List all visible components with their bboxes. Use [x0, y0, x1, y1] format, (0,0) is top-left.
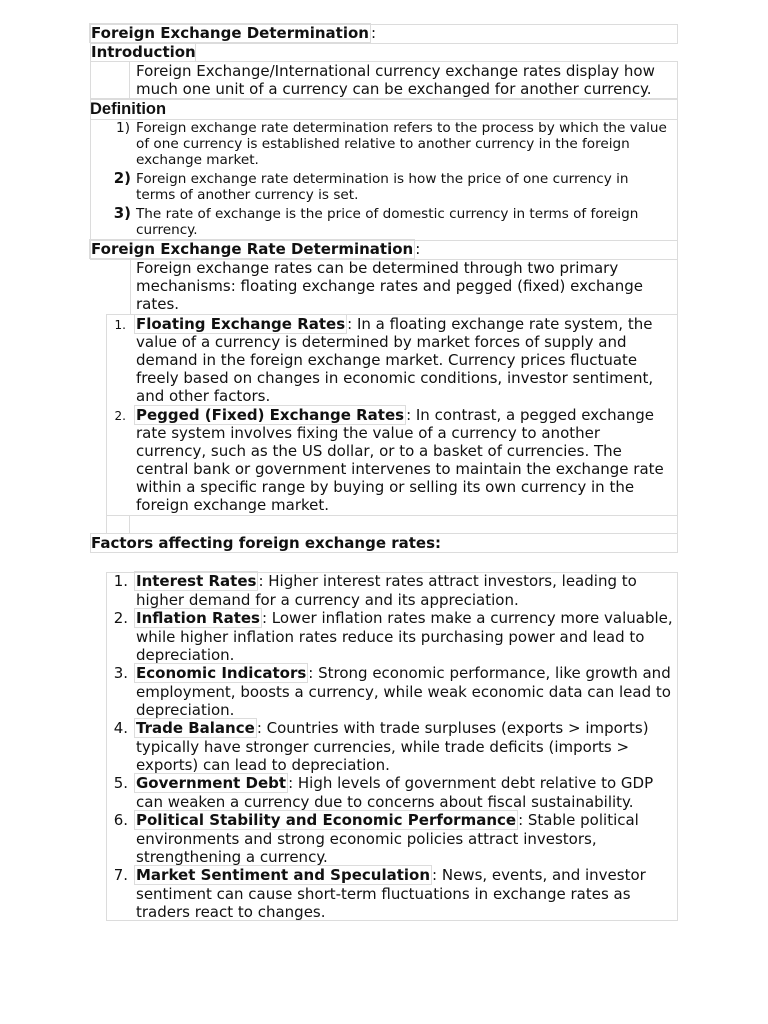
definition-marker-1: 1) [116, 120, 130, 136]
factor-2-first: : Lower inflation rates make a currency more valuable, [261, 609, 673, 627]
factor-marker-4: 4. [113, 719, 128, 737]
definition-item-2-line-2: terms of another currency is set. [136, 187, 359, 203]
rate-intro-line-3: rates. [136, 295, 180, 313]
rate-type-marker-2: 2. [114, 409, 126, 423]
rate-type-1-line-2: value of a currency is determined by market forces of supply and [136, 333, 627, 351]
rate-determination-heading-suffix: : [415, 240, 421, 258]
spacer-row-frame [106, 515, 678, 534]
rate-type-1-line-4: freely based on changes in economic conditions, investor sentiment, [136, 369, 654, 387]
factor-4-first: : Countries with trade surpluses (exports > imports) [256, 719, 649, 737]
factor-3-first: : Strong economic performance, like growth and [308, 664, 671, 682]
factor-5-first: : High levels of government debt relative to GDP [288, 774, 654, 792]
factor-1-line-2: higher demand for a currency and its appreciation. [136, 591, 519, 609]
definition-heading-frame [90, 99, 678, 120]
definition-item-1-line-1: Foreign exchange rate determination refers to the process by which the value [136, 120, 667, 136]
factor-1-first-line [136, 572, 637, 590]
factor-4-first-line [136, 719, 649, 737]
factor-3-line-2: employment, boosts a currency, while weak economic data can lead to [136, 683, 671, 701]
factor-2-term: Inflation Rates [136, 609, 260, 627]
rate-type-2-line-2: rate system involves fixing the value of a currency to another [136, 424, 601, 442]
rate-determination-heading [91, 240, 420, 258]
factor-marker-5: 5. [113, 774, 128, 792]
rate-intro-line-1: Foreign exchange rates can be determined through two primary [136, 259, 619, 277]
page-title [91, 24, 376, 42]
introduction-indent-frame [90, 61, 130, 99]
factor-1-first: : Higher interest rates attract investors, leading to [258, 572, 637, 590]
introduction-line-2: much one unit of a currency can be exchanged for another currency. [136, 80, 652, 98]
factor-marker-3: 3. [113, 664, 128, 682]
introduction-line-1: Foreign Exchange/International currency exchange rates display how [136, 62, 655, 80]
definition-marker-3: 3) [113, 204, 131, 222]
factor-2-line-2: while higher inflation rates reduce its purchasing power and lead to [136, 628, 645, 646]
rate-type-2-first: : In contrast, a pegged exchange [406, 406, 655, 424]
rate-type-1-line-3: demand in the foreign exchange market. Currency prices fluctuate [136, 351, 638, 369]
factor-6-line-3: strengthening a currency. [136, 848, 328, 866]
factor-7-term: Market Sentiment and Speculation [136, 866, 431, 884]
factor-5-first-line [136, 774, 653, 792]
factor-4-line-3: exports) can lead to depreciation. [136, 756, 390, 774]
rate-type-2-line-4: central bank or government intervenes to maintain the exchange rate [136, 460, 664, 478]
factor-7-line-3: traders react to changes. [136, 903, 326, 921]
rate-type-2-first-line [136, 406, 654, 424]
factor-2-first-line [136, 609, 673, 627]
factor-2-line-3: depreciation. [136, 646, 235, 664]
rate-type-1-line-5: and other factors. [136, 387, 271, 405]
factor-1-term: Interest Rates [136, 572, 257, 590]
factor-6-line-2: environments and strong economic policies attract investors, [136, 830, 597, 848]
rate-intro-line-2: mechanisms: floating exchange rates and pegged (fixed) exchange [136, 277, 643, 295]
rate-type-2-line-3: currency, such as the US dollar, or to a basket of currencies. The [136, 442, 622, 460]
title-text: Foreign Exchange Determination [91, 24, 369, 42]
factor-3-line-3: depreciation. [136, 701, 235, 719]
factor-marker-2: 2. [113, 609, 128, 627]
introduction-heading: Introduction [91, 43, 196, 61]
definition-item-3-line-1: The rate of exchange is the price of domestic currency in terms of foreign [136, 206, 639, 222]
factors-heading: Factors affecting foreign exchange rates: [91, 534, 442, 552]
factor-marker-7: 7. [113, 866, 128, 884]
rate-type-2-line-6: foreign exchange market. [136, 496, 330, 514]
factor-4-term: Trade Balance [136, 719, 255, 737]
definition-item-3-line-2: currency. [136, 222, 198, 238]
rate-determination-heading-text: Foreign Exchange Rate Determination [91, 240, 414, 258]
factor-4-line-2: typically have stronger currencies, while trade deficits (imports > [136, 738, 630, 756]
definition-item-2-line-1: Foreign exchange rate determination is how the price of one currency in [136, 171, 629, 187]
factor-marker-6: 6. [113, 811, 128, 829]
definition-marker-2: 2) [113, 169, 131, 187]
factor-5-term: Government Debt [136, 774, 287, 792]
rate-type-2-term: Pegged (Fixed) Exchange Rates [136, 406, 405, 424]
factor-3-term: Economic Indicators [136, 664, 307, 682]
factor-7-line-2: sentiment can cause short-term fluctuations in exchange rates as [136, 885, 631, 903]
spacer-row-indent [106, 515, 130, 534]
rate-type-1-first-line [136, 315, 652, 333]
rate-type-marker-1: 1. [114, 318, 126, 332]
factor-6-term: Political Stability and Economic Performance [136, 811, 517, 829]
title-suffix: : [370, 24, 377, 42]
factor-7-first: : News, events, and investor [432, 866, 646, 884]
factor-6-first-line [136, 811, 639, 829]
factor-5-line-2: can weaken a currency due to concerns about fiscal sustainability. [136, 793, 634, 811]
factor-3-first-line [136, 664, 671, 682]
rate-type-1-term: Floating Exchange Rates [136, 315, 346, 333]
definition-item-1-line-3: exchange market. [136, 152, 259, 168]
factor-7-first-line [136, 866, 646, 884]
factor-marker-1: 1. [113, 572, 128, 590]
rate-type-2-line-5: within a specific range by buying or selling its own currency in the [136, 478, 635, 496]
definition-item-1-line-2: of one currency is established relative to another currency in the foreign [136, 136, 630, 152]
factor-6-first: : Stable political [518, 811, 639, 829]
rate-type-1-first: : In a floating exchange rate system, the [347, 315, 653, 333]
definition-heading: Definition [90, 100, 167, 118]
